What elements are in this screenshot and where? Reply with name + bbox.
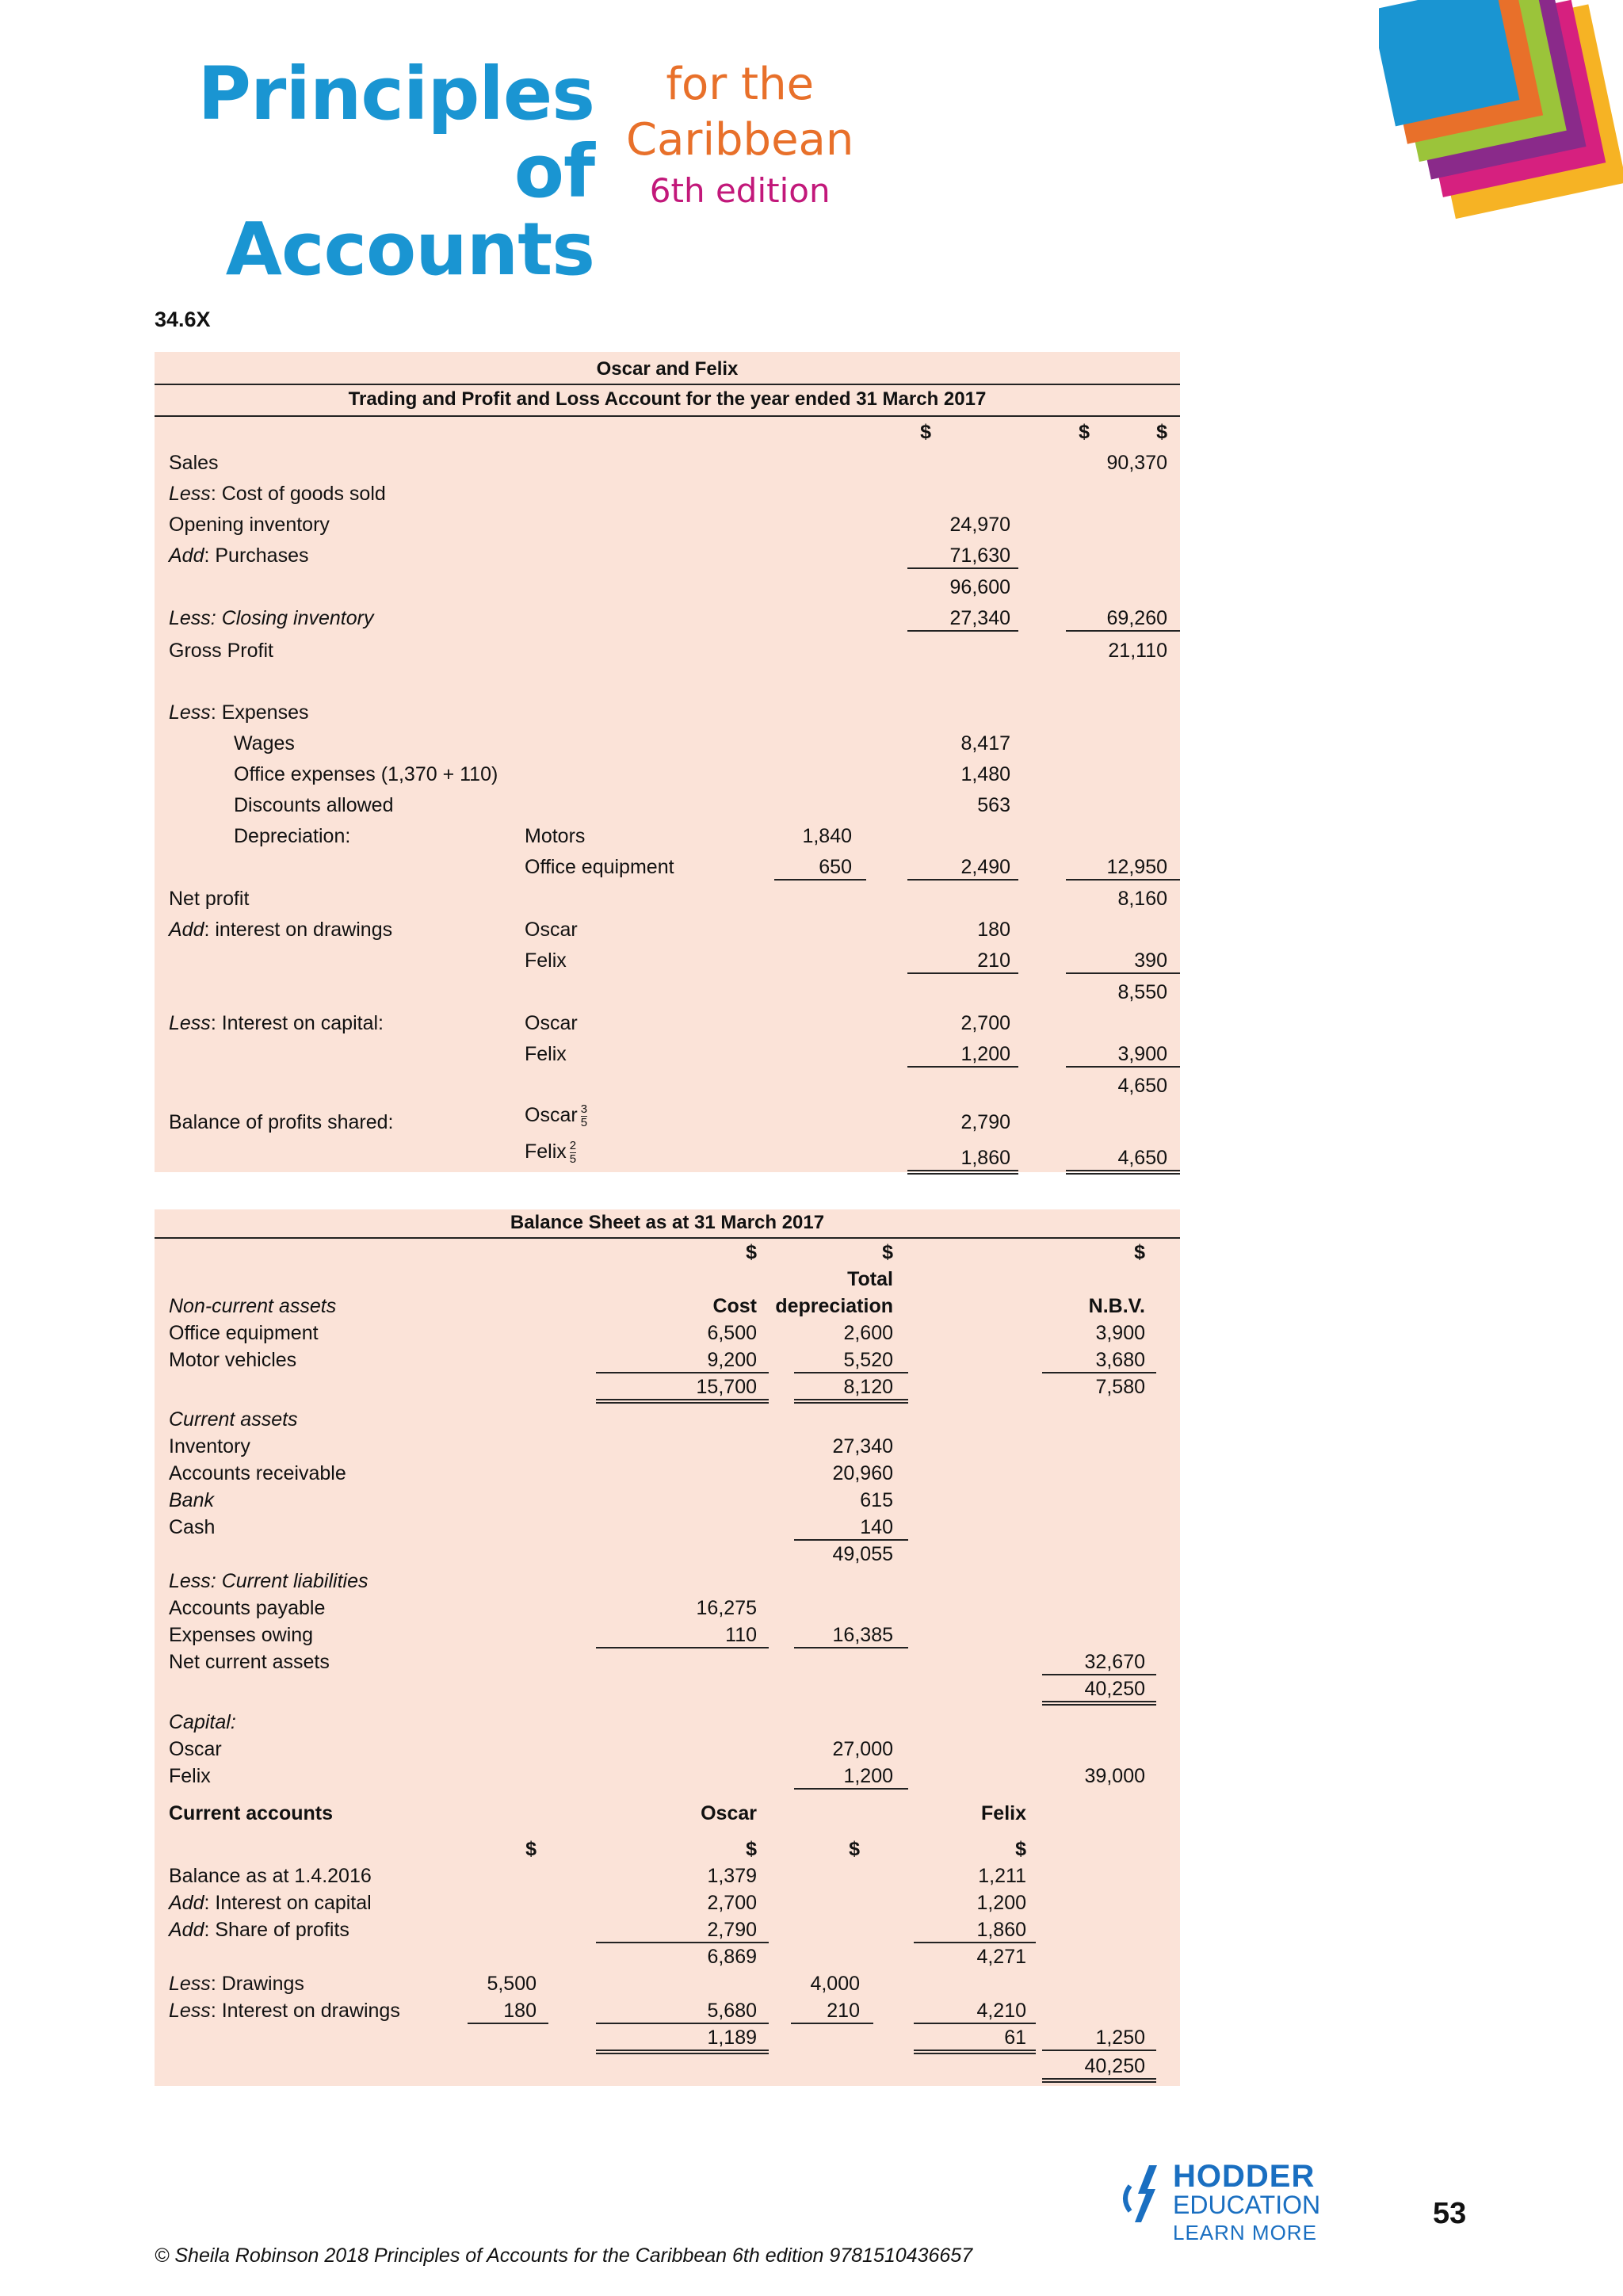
office-equipment-dep: 2,600 (843, 1322, 893, 1344)
inventory-value: 27,340 (832, 1435, 893, 1457)
felix-share-name: Felix (525, 1140, 567, 1163)
capital-felix-label: Felix (169, 1765, 211, 1787)
profit-loss-account (155, 352, 1180, 1172)
current-accounts-total-text: 1,250 (1095, 2027, 1145, 2049)
net-assets-value (1042, 1677, 1156, 1706)
interest-on-capital-label (169, 1891, 372, 1915)
pl-title-rule (155, 384, 1180, 385)
pl-header-rule (155, 415, 1180, 417)
motor-vehicles-nbv (1042, 1348, 1156, 1373)
opening-balance-oscar: 1,379 (707, 1865, 757, 1887)
sales-label: Sales (169, 452, 219, 474)
share-of-profits-oscar (596, 1918, 769, 1943)
drawings-word: : Drawings (210, 1973, 304, 1995)
int-drawings-felix-label: Felix (525, 949, 567, 972)
current-accounts-heading: Current accounts (169, 1802, 333, 1824)
add-word: Add (169, 544, 204, 567)
interest-on-drawings-felix (791, 1999, 873, 2024)
book-title (119, 52, 594, 292)
expenses-label (169, 701, 309, 724)
exercise-number: 34.6X (155, 308, 211, 331)
balance-profits-value: 4,650 (1117, 1075, 1167, 1097)
interest-capital-word: : Interest on capital: (210, 1012, 384, 1034)
net-current-assets-label: Net current assets (169, 1651, 330, 1673)
oscar-ratio-den: 5 (580, 1116, 588, 1129)
purchases-value-text: 71,630 (949, 544, 1010, 567)
current-assets-total: 49,055 (832, 1543, 893, 1565)
office-expenses-value: 1,480 (960, 763, 1010, 785)
dep-total-text: 2,490 (960, 856, 1010, 878)
publisher-tagline: LEARN MORE (1173, 2221, 1317, 2244)
interest-on-drawings-oscar-text: 180 (503, 2000, 537, 2022)
less-word-5: Less (169, 2000, 211, 2022)
hodder-mark-icon (1119, 2162, 1167, 2225)
less-cogs-label (169, 482, 386, 506)
deductions-felix-text: 4,210 (976, 2000, 1026, 2022)
dep-motors-value: 1,840 (802, 825, 852, 847)
less-word-4: Less (169, 1973, 211, 1995)
oscar-ratio-num: 3 (580, 1102, 588, 1116)
goods-available-value: 96,600 (949, 576, 1010, 598)
nbv-header: N.B.V. (1088, 1295, 1145, 1317)
pl-title-account: Trading and Profit and Loss Account for the year ended 31 March 2017 (348, 388, 987, 410)
interest-drawings-label (169, 918, 392, 942)
ca-subtotal-felix: 4,271 (976, 1946, 1026, 1968)
interest-on-capital-felix: 1,200 (976, 1892, 1026, 1914)
bs-title-rule (155, 1237, 1180, 1239)
deductions-felix (914, 1999, 1036, 2024)
felix-share-value (907, 1146, 1018, 1175)
felix-share-text: 1,860 (960, 1147, 1010, 1169)
current-accounts-felix-header: Felix (981, 1802, 1026, 1824)
gross-profit-label: Gross Profit (169, 640, 273, 662)
motor-vehicles-dep-text: 5,520 (843, 1349, 893, 1371)
interest-on-capital-oscar: 2,700 (707, 1892, 757, 1914)
book-title-line1: Principles of (197, 52, 594, 214)
accounts-receivable-label: Accounts receivable (169, 1462, 346, 1484)
interest-drawings-word: : interest on drawings (204, 919, 393, 941)
capital-felix-value (794, 1764, 908, 1790)
depreciation-header: depreciation (775, 1295, 893, 1317)
add-word-4: Add (169, 1919, 204, 1941)
interest-on-drawings-oscar (468, 1999, 548, 2024)
int-drawings-total-value (1066, 949, 1180, 974)
expenses-owing-label: Expenses owing (169, 1624, 314, 1646)
purchases-word: : Purchases (204, 544, 309, 567)
int-drawings-felix-value (907, 949, 1018, 974)
motor-vehicles-dep (794, 1348, 908, 1373)
oscar-share-value: 2,790 (960, 1111, 1010, 1133)
int-capital-oscar-value: 2,700 (960, 1012, 1010, 1034)
expenses-total-text: 12,950 (1106, 856, 1167, 878)
pl-col2-currency: $ (1079, 421, 1090, 443)
closing-balance-oscar-text: 1,189 (707, 2027, 757, 2049)
wages-label: Wages (234, 732, 295, 755)
share-total-text: 4,650 (1117, 1147, 1167, 1169)
dep-motors-label: Motors (525, 825, 586, 847)
office-equipment-cost: 6,500 (707, 1322, 757, 1344)
deductions-oscar (596, 1999, 769, 2024)
dep-total (794, 1375, 908, 1404)
current-liabilities-total-text: 16,385 (832, 1624, 893, 1646)
bs-title: Balance Sheet as at 31 March 2017 (510, 1212, 825, 1233)
net-profit-value: 8,160 (1117, 888, 1167, 910)
add-word-2: Add (169, 919, 204, 941)
cogs-value-text: 69,260 (1106, 607, 1167, 629)
bs-col1-currency: $ (746, 1241, 757, 1263)
closing-balance-felix-text: 61 (1004, 2027, 1026, 2049)
cost-header: Cost (712, 1295, 757, 1317)
share-of-profits-word: : Share of profits (204, 1919, 349, 1941)
accounts-receivable-value: 20,960 (832, 1462, 893, 1484)
nbv-total: 7,580 (1095, 1376, 1145, 1398)
book-title-line2: Accounts (225, 207, 594, 292)
cogs-word: : Cost of goods sold (210, 483, 386, 505)
capital-grand-total-text: 40,250 (1084, 2055, 1145, 2077)
felix-ratio-den: 5 (569, 1152, 577, 1166)
hodder-education-logo (1119, 2159, 1321, 2248)
cash-label: Cash (169, 1516, 216, 1538)
share-of-profits-felix (914, 1918, 1036, 1943)
pl-title-firm: Oscar and Felix (596, 358, 739, 380)
accounts-payable-label: Accounts payable (169, 1597, 326, 1619)
drawings-oscar: 5,500 (487, 1973, 537, 1995)
oscar-ratio (581, 1103, 587, 1129)
opening-inventory-value: 24,970 (949, 514, 1010, 536)
office-equipment-label: Office equipment (169, 1322, 319, 1344)
opening-inventory-label: Opening inventory (169, 514, 330, 536)
current-assets-heading: Current assets (169, 1408, 298, 1431)
gross-profit-value: 21,110 (1108, 640, 1167, 662)
dep-total-value (907, 855, 1018, 881)
closing-balance-felix (914, 2026, 1036, 2054)
purchases-value (907, 544, 1018, 569)
discounts-allowed-value: 563 (977, 794, 1010, 816)
drawings-label (169, 1972, 304, 1996)
profits-shared-label: Balance of profits shared: (169, 1111, 394, 1133)
felix-ratio (570, 1140, 576, 1166)
share-total-value (1066, 1146, 1180, 1175)
pl-col3-currency: $ (1156, 421, 1167, 443)
subtitle-caribbean: Caribbean (626, 114, 854, 166)
closing-inventory-label: Less: Closing inventory (169, 607, 374, 629)
dep-office-equipment-text: 650 (819, 856, 852, 878)
int-capital-felix-text: 1,200 (960, 1043, 1010, 1065)
cogs-value (1066, 606, 1180, 632)
cash-value-text: 140 (860, 1516, 893, 1538)
current-accounts-oscar-header: Oscar (701, 1802, 757, 1824)
capital-total-value: 39,000 (1084, 1765, 1145, 1787)
less-word: Less (169, 483, 211, 505)
int-drawings-oscar-label: Oscar (525, 919, 578, 941)
dep-total-text-bs: 8,120 (843, 1376, 893, 1398)
capital-oscar-label: Oscar (169, 1738, 222, 1760)
subtitle-for-the: for the (666, 59, 815, 110)
ca-oscar-deduction-currency: $ (525, 1838, 537, 1860)
non-current-assets-heading: Non-current assets (169, 1295, 337, 1317)
expenses-total-value (1066, 855, 1180, 881)
ca-felix-deduction-currency: $ (849, 1838, 860, 1860)
interest-capital-label (169, 1011, 384, 1035)
office-equipment-nbv: 3,900 (1095, 1322, 1145, 1344)
int-capital-felix-label: Felix (525, 1043, 567, 1065)
copyright-footer: © Sheila Robinson 2018 Principles of Accounts for the Caribbean 6th edition 9781510436657 (155, 2244, 973, 2267)
share-of-profits-felix-text: 1,860 (976, 1919, 1026, 1941)
publisher-division: EDUCATION (1173, 2191, 1321, 2219)
capital-oscar-value: 27,000 (832, 1738, 893, 1760)
share-of-profits-label (169, 1918, 349, 1942)
int-capital-oscar-label: Oscar (525, 1012, 578, 1034)
less-word-3: Less (169, 1012, 211, 1034)
bank-label: Bank (169, 1489, 214, 1511)
interest-on-drawings-label (169, 1999, 400, 2023)
bank-value: 615 (860, 1489, 893, 1511)
wages-value: 8,417 (960, 732, 1010, 755)
bs-col2-currency: $ (882, 1241, 893, 1263)
net-current-assets-text: 32,670 (1084, 1651, 1145, 1673)
int-capital-total-text: 3,900 (1117, 1043, 1167, 1065)
current-liabilities-heading: Less: Current liabilities (169, 1570, 369, 1592)
motor-vehicles-cost (596, 1348, 769, 1373)
add-word-3: Add (169, 1892, 204, 1914)
int-capital-felix-value (907, 1042, 1018, 1068)
office-expenses-label: Office expenses (1,370 + 110) (234, 763, 498, 785)
profit-after-interest-value: 8,550 (1117, 981, 1167, 1003)
less-word-2: Less (169, 701, 211, 724)
publisher-name: HODDER (1173, 2159, 1316, 2194)
discounts-allowed-label: Discounts allowed (234, 794, 394, 816)
dep-office-equipment-value (774, 855, 866, 881)
opening-balance-felix: 1,211 (978, 1865, 1026, 1887)
bs-col3-currency: $ (1134, 1241, 1145, 1263)
interest-on-drawings-felix-text: 210 (827, 2000, 860, 2022)
int-capital-total-value (1066, 1042, 1180, 1068)
deductions-oscar-text: 5,680 (707, 2000, 757, 2022)
int-drawings-felix-text: 210 (977, 949, 1010, 972)
expenses-owing-text: 110 (725, 1624, 757, 1646)
interest-on-capital-word: : Interest on capital (204, 1892, 372, 1914)
opening-balance-label: Balance as at 1.4.2016 (169, 1865, 372, 1887)
closing-balance-oscar (596, 2026, 769, 2054)
cost-total-text: 15,700 (696, 1376, 757, 1398)
share-of-profits-oscar-text: 2,790 (707, 1919, 757, 1941)
ca-felix-currency: $ (1015, 1838, 1026, 1860)
motor-vehicles-nbv-text: 3,680 (1095, 1349, 1145, 1371)
page-number: 53 (1433, 2197, 1467, 2230)
expenses-word: : Expenses (210, 701, 309, 724)
depreciation-label: Depreciation: (234, 825, 351, 847)
oscar-share-name: Oscar (525, 1104, 578, 1127)
balance-sheet (155, 1209, 1180, 2086)
capital-grand-total (1042, 2054, 1156, 2083)
purchases-label (169, 544, 309, 567)
sales-value: 90,370 (1106, 452, 1167, 474)
dep-office-equipment-label: Office equipment (525, 856, 674, 878)
net-current-assets-value (1042, 1650, 1156, 1675)
subtitle-edition: 6th edition (649, 171, 831, 210)
book-subtitle (626, 57, 854, 214)
ca-subtotal-oscar: 6,869 (707, 1946, 757, 1968)
bs-total-header: Total (847, 1268, 893, 1290)
drawings-felix: 4,000 (810, 1973, 860, 1995)
ca-oscar-currency: $ (746, 1838, 757, 1860)
accounts-payable-value: 16,275 (696, 1597, 757, 1619)
interest-on-drawings-word: : Interest on drawings (210, 2000, 400, 2022)
felix-share-label (525, 1140, 576, 1166)
decorative-squares-icon (1379, 0, 1623, 238)
motor-vehicles-cost-text: 9,200 (707, 1349, 757, 1371)
cash-value (794, 1515, 908, 1541)
expenses-owing-value (596, 1623, 769, 1648)
cost-total (596, 1375, 769, 1404)
oscar-share-label (525, 1103, 587, 1129)
capital-felix-text: 1,200 (843, 1765, 893, 1787)
capital-heading: Capital: (169, 1711, 236, 1733)
motor-vehicles-label: Motor vehicles (169, 1349, 297, 1371)
felix-ratio-num: 2 (569, 1139, 577, 1152)
closing-inventory-value (907, 606, 1018, 632)
current-accounts-total (1042, 2026, 1156, 2051)
closing-inventory-text: 27,340 (949, 607, 1010, 629)
pl-col1-currency: $ (920, 421, 931, 443)
current-liabilities-total (794, 1623, 908, 1648)
net-profit-label: Net profit (169, 888, 250, 910)
net-assets-text: 40,250 (1084, 1678, 1145, 1700)
int-drawings-total-text: 390 (1134, 949, 1167, 972)
int-drawings-oscar-value: 180 (977, 919, 1010, 941)
inventory-label: Inventory (169, 1435, 250, 1457)
